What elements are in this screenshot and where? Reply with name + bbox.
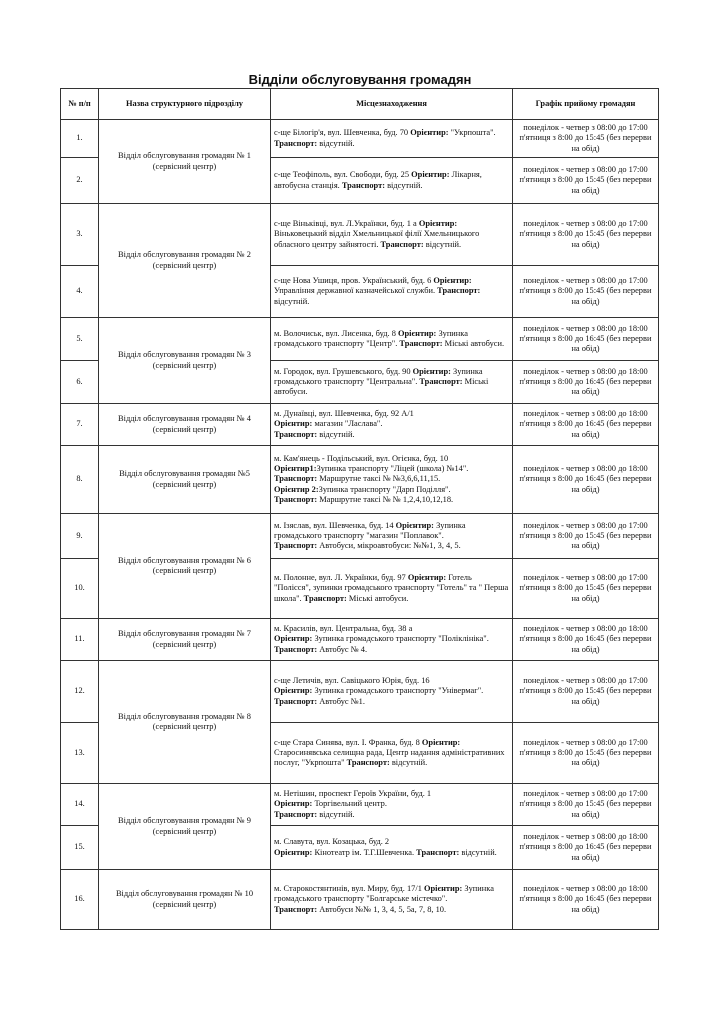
table-row [61,120,659,158]
table-row [61,204,659,266]
schedule-cell: понеділок - четвер з 08:00 до 17:00 п'ятниця з 8:00 до 15:45 (без перерви на обід) [513,120,659,158]
header-num: № п/п [61,89,99,120]
table-row [61,446,659,514]
dept-name: Відділ обслуговування громадян № 4 (сервісний центр) [99,404,271,446]
location-cell: с-ще Нова Ушиця, пров. Український, буд. 6 Орієнтир: Управління державної казначейської служби. Транспорт: відсутній. [271,266,513,318]
row-number: 1. [61,120,99,158]
dept-name: Відділ обслуговування громадян № 1 (сервісний центр) [99,120,271,204]
row-number: 9. [61,514,99,559]
schedule-cell: понеділок - четвер з 08:00 до 18:00 п'ятниця з 8:00 до 16:45 (без перерви на обід) [513,826,659,870]
table-row [61,661,659,723]
row-number: 15. [61,826,99,870]
row-number: 14. [61,784,99,826]
table-row [61,404,659,446]
dept-name: Відділ обслуговування громадян № 10 (сервісний центр) [99,870,271,930]
table-row [61,514,659,559]
header-location: Місцезнаходження [271,89,513,120]
row-number: 3. [61,204,99,266]
location-cell: м. Дунаївці, вул. Шевченка, буд. 92 А/1 Орієнтир: магазин "Ласлава". Транспорт: відсутній. [271,404,513,446]
table-row [61,318,659,361]
row-number: 7. [61,404,99,446]
location-cell: м. Нетішин, проспект Героїв України, буд. 1 Орієнтир: Торгівельний центр. Транспорт: відсутній. [271,784,513,826]
schedule-cell: понеділок - четвер з 08:00 до 17:00 п'ятниця з 8:00 до 15:45 (без перерви на обід) [513,158,659,204]
schedule-cell: понеділок - четвер з 08:00 до 18:00 п'ятниця з 8:00 до 16:45 (без перерви на обід) [513,318,659,361]
location-cell: с-ще Теофіполь, вул. Свободи, буд. 25 Орієнтир: Лікарня, автобусна станція. Транспорт: відсутній. [271,158,513,204]
schedule-cell: понеділок - четвер з 08:00 до 18:00 п'ятниця з 8:00 до 16:45 (без перерви на обід) [513,446,659,514]
dept-name: Відділ обслуговування громадян № 3 (сервісний центр) [99,318,271,404]
table-row [61,619,659,661]
schedule-cell: понеділок - четвер з 08:00 до 18:00 п'ятниця з 8:00 до 16:45 (без перерви на обід) [513,404,659,446]
row-number: 13. [61,723,99,784]
row-number: 10. [61,559,99,619]
schedule-cell: понеділок - четвер з 08:00 до 17:00 п'ятниця з 8:00 до 15:45 (без перерви на обід) [513,514,659,559]
location-cell: м. Красилів, вул. Центральна, буд. 38 а Орієнтир: Зупинка громадського транспорту "Поліклініка". Транспорт: Автобус № 4. [271,619,513,661]
row-number: 12. [61,661,99,723]
dept-name: Відділ обслуговування громадян № 6 (сервісний центр) [99,514,271,619]
row-number: 5. [61,318,99,361]
header-dept: Назва структурного підрозділу [99,89,271,120]
schedule-cell: понеділок - четвер з 08:00 до 17:00 п'ятниця з 8:00 до 15:45 (без перерви на обід) [513,204,659,266]
table-row [61,870,659,930]
dept-name: Відділ обслуговування громадян № 7 (сервісний центр) [99,619,271,661]
dept-name: Відділ обслуговування громадян № 8 (сервісний центр) [99,661,271,784]
location-cell: с-ще Білогір'я, вул. Шевченка, буд. 70 Орієнтир: "Укрпошта". Транспорт: відсутній. [271,120,513,158]
schedule-cell: понеділок - четвер з 08:00 до 17:00 п'ятниця з 8:00 до 15:45 (без перерви на обід) [513,784,659,826]
row-number: 4. [61,266,99,318]
row-number: 16. [61,870,99,930]
location-cell: м. Волочиськ, вул. Лисенка, буд. 8 Орієнтир: Зупинка громадського транспорту "Центр". Транспорт: Міські автобуси. [271,318,513,361]
location-cell: с-ще Віньківці, вул. Л.Українки, буд. 1 а Орієнтир: Віньковецький відділ Хмельницької філії Хмельницького обласного центру зайнятості. Транспорт: відсутній. [271,204,513,266]
table-header-row [61,89,659,120]
location-cell: м. Кам'янець - Подільський, вул. Огієнка, буд. 10 Орієнтир1:Зупинка транспорту "Ліцей (школа) №14". Транспорт: Маршрутне таксі № №3,6,6,11,15. Орієнтир 2:Зупинка транспорту "Дарп Поділля". Транспорт: Маршрутне таксі № № 1,2,4,10,12,18. [271,446,513,514]
location-cell: м. Славута, вул. Козацька, буд. 2 Орієнтир: Кінотеатр ім. Т.Г.Шевченка. Транспорт: відсутній. [271,826,513,870]
schedule-cell: понеділок - четвер з 08:00 до 17:00 п'ятниця з 8:00 до 15:45 (без перерви на обід) [513,661,659,723]
schedule-cell: понеділок - четвер з 08:00 до 18:00 п'ятниця з 8:00 до 16:45 (без перерви на обід) [513,361,659,404]
row-number: 8. [61,446,99,514]
row-number: 2. [61,158,99,204]
schedule-cell: понеділок - четвер з 08:00 до 17:00 п'ятниця з 8:00 до 15:45 (без перерви на обід) [513,559,659,619]
location-cell: м. Старокостянтинів, вул. Миру, буд. 17/1 Орієнтир: Зупинка громадського транспорту "Болгарське містечко". Транспорт: Автобуси №№ 1, 3, 4, 5, 5а, 7, 8, 10. [271,870,513,930]
dept-name: Відділ обслуговування громадян № 9 (сервісний центр) [99,784,271,870]
dept-name: Відділ обслуговування громадян №5 (сервісний центр) [99,446,271,514]
schedule-cell: понеділок - четвер з 08:00 до 18:00 п'ятниця з 8:00 до 16:45 (без перерви на обід) [513,619,659,661]
dept-name: Відділ обслуговування громадян № 2 (сервісний центр) [99,204,271,318]
schedule-cell: понеділок - четвер з 08:00 до 17:00 п'ятниця з 8:00 до 15:45 (без перерви на обід) [513,723,659,784]
header-schedule: Графік прийому громадян [513,89,659,120]
row-number: 6. [61,361,99,404]
location-cell: м. Ізяслав, вул. Шевченка, буд. 14 Орієнтир: Зупинка громадського транспорту "магазин "Поплавок". Транспорт: Автобуси, мікроавтобуси: №№1, 3, 4, 5. [271,514,513,559]
page-title: Відділи обслуговування громадян [248,72,472,87]
schedule-cell: понеділок - четвер з 08:00 до 18:00 п'ятниця з 8:00 до 16:45 (без перерви на обід) [513,870,659,930]
location-cell: м. Полонне, вул. Л. Українки, буд. 97 Орієнтир: Готель "Полісся", зупинки громадського транспорту "Готель" та " Перша школа". Транспорт: Міські автобуси. [271,559,513,619]
location-cell: с-ще Летичів, вул. Савіцького Юрія, буд. 16 Орієнтир: Зупинка громадського транспорту "Універмаг". Транспорт: Автобус №1. [271,661,513,723]
schedule-cell: понеділок - четвер з 08:00 до 17:00 п'ятниця з 8:00 до 15:45 (без перерви на обід) [513,266,659,318]
row-number: 11. [61,619,99,661]
departments-table [60,88,659,930]
table-row [61,784,659,826]
location-cell: с-ще Стара Синява, вул. І. Франка, буд. 8 Орієнтир: Старосинявська селищна рада, Центр надання адміністративних послуг, "Укрпошта" Транспорт: відсутній. [271,723,513,784]
location-cell: м. Городок, вул. Грушевського, буд. 90 Орієнтир: Зупинка громадського транспорту "Центральна". Транспорт: Міські автобуси. [271,361,513,404]
